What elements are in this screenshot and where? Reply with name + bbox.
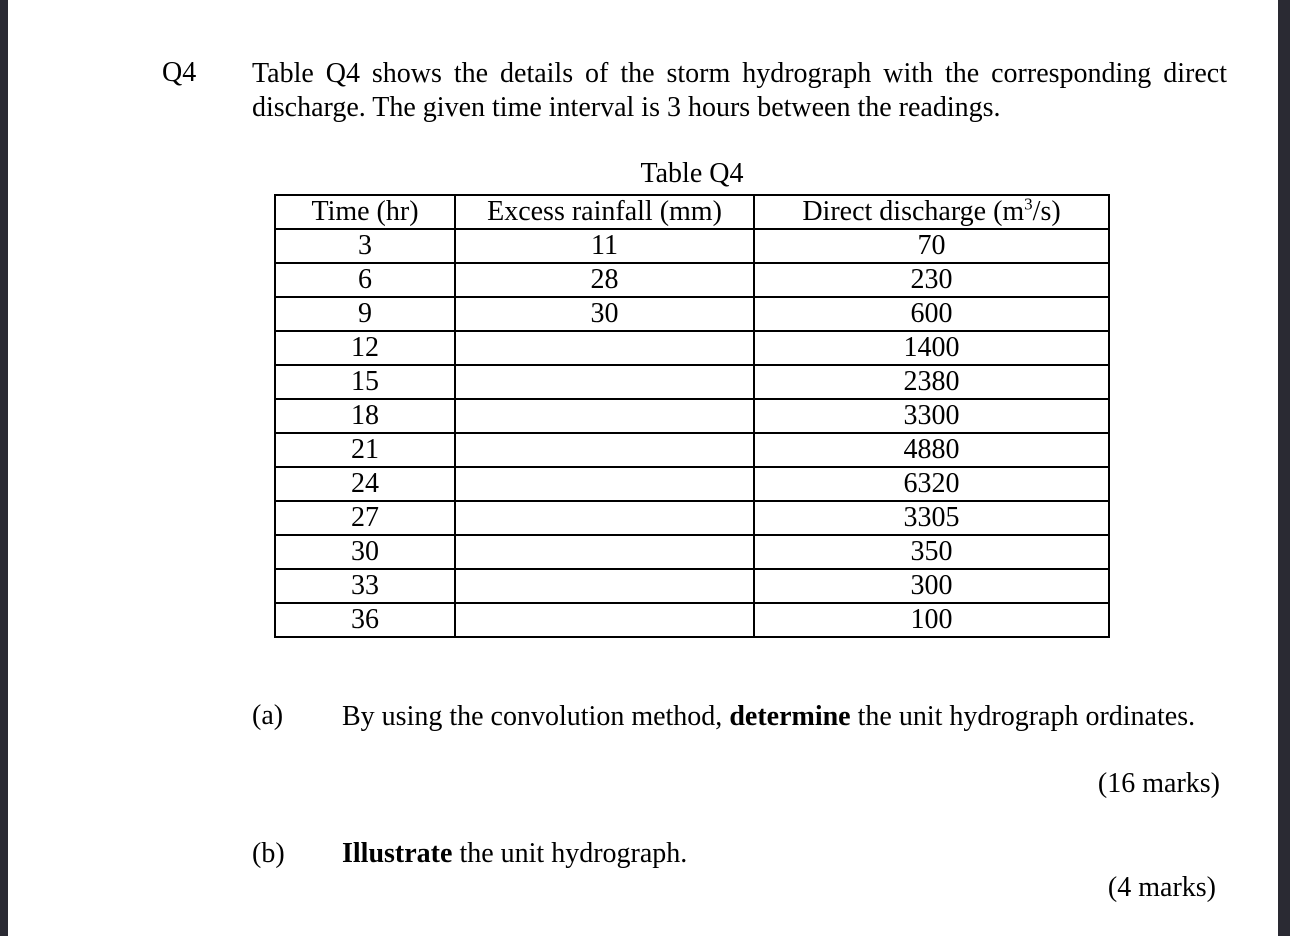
cell-time: 33: [275, 569, 455, 603]
cell-rainfall: [455, 535, 754, 569]
cell-discharge: 3300: [754, 399, 1109, 433]
table-row: [275, 433, 1109, 467]
table-header-row: [275, 195, 1109, 229]
table-row: [275, 535, 1109, 569]
cell-rainfall: [455, 365, 754, 399]
cell-discharge: 300: [754, 569, 1109, 603]
question-intro: Table Q4 shows the details of the storm hydrograph with the corresponding direct discharge. The given time interval is 3 hours between the readings.: [252, 58, 1227, 123]
table-body: [275, 229, 1109, 637]
part-a-text-before: By using the convolution method,: [342, 701, 730, 732]
part-b-bold: Illustrate: [342, 838, 453, 869]
cell-discharge: 1400: [754, 331, 1109, 365]
part-b-label: (b): [252, 838, 285, 869]
table-row: [275, 467, 1109, 501]
cell-time: 6: [275, 263, 455, 297]
cell-time: 21: [275, 433, 455, 467]
part-b-text-after: the unit hydrograph.: [452, 838, 688, 869]
table-row: [275, 569, 1109, 603]
table-row: [275, 365, 1109, 399]
cell-rainfall: [455, 399, 754, 433]
cell-rainfall: 11: [455, 229, 754, 263]
part-a-marks: (16 marks): [1097, 768, 1220, 799]
part-b-text: [342, 838, 687, 870]
part-a-text: [342, 700, 1220, 734]
cell-rainfall: [455, 331, 754, 365]
part-a-bold: determine: [729, 701, 851, 732]
cell-time: 36: [275, 603, 455, 637]
part-b-marks: (4 marks): [1107, 872, 1216, 903]
cell-discharge: 4880: [754, 433, 1109, 467]
cell-rainfall: [455, 433, 754, 467]
header-rainfall: Excess rainfall (mm): [455, 195, 754, 229]
cell-discharge: 230: [754, 263, 1109, 297]
table-row: [275, 297, 1109, 331]
cell-time: 27: [275, 501, 455, 535]
cell-time: 12: [275, 331, 455, 365]
cell-time: 9: [275, 297, 455, 331]
cell-time: 3: [275, 229, 455, 263]
cell-rainfall: [455, 501, 754, 535]
cell-time: 18: [275, 399, 455, 433]
table-row: [275, 229, 1109, 263]
table-row: [275, 263, 1109, 297]
cell-discharge: 6320: [754, 467, 1109, 501]
part-a-text-after: the unit hydrograph ordinates.: [850, 701, 1196, 732]
table-row: [275, 399, 1109, 433]
cell-discharge: 70: [754, 229, 1109, 263]
header-time: Time (hr): [275, 195, 455, 229]
cell-rainfall: 30: [455, 297, 754, 331]
header-discharge: [754, 195, 1109, 229]
header-discharge-suffix: /s): [1032, 196, 1061, 227]
cell-discharge: 100: [754, 603, 1109, 637]
cell-discharge: 600: [754, 297, 1109, 331]
table-row: [275, 501, 1109, 535]
header-discharge-sup: 3: [1024, 194, 1033, 214]
table-row: [275, 603, 1109, 637]
part-a-label: (a): [252, 700, 284, 731]
table-caption: Table Q4: [640, 158, 744, 189]
cell-rainfall: [455, 467, 754, 501]
document-page: [8, 0, 1278, 936]
cell-time: 30: [275, 535, 455, 569]
question-number: Q4: [162, 57, 197, 88]
cell-discharge: 350: [754, 535, 1109, 569]
header-discharge-prefix: Direct discharge (m: [802, 196, 1025, 227]
cell-discharge: 2380: [754, 365, 1109, 399]
cell-rainfall: [455, 603, 754, 637]
cell-time: 24: [275, 467, 455, 501]
cell-discharge: 3305: [754, 501, 1109, 535]
cell-rainfall: [455, 569, 754, 603]
data-table: [274, 194, 1110, 638]
cell-time: 15: [275, 365, 455, 399]
cell-rainfall: 28: [455, 263, 754, 297]
table-row: [275, 331, 1109, 365]
